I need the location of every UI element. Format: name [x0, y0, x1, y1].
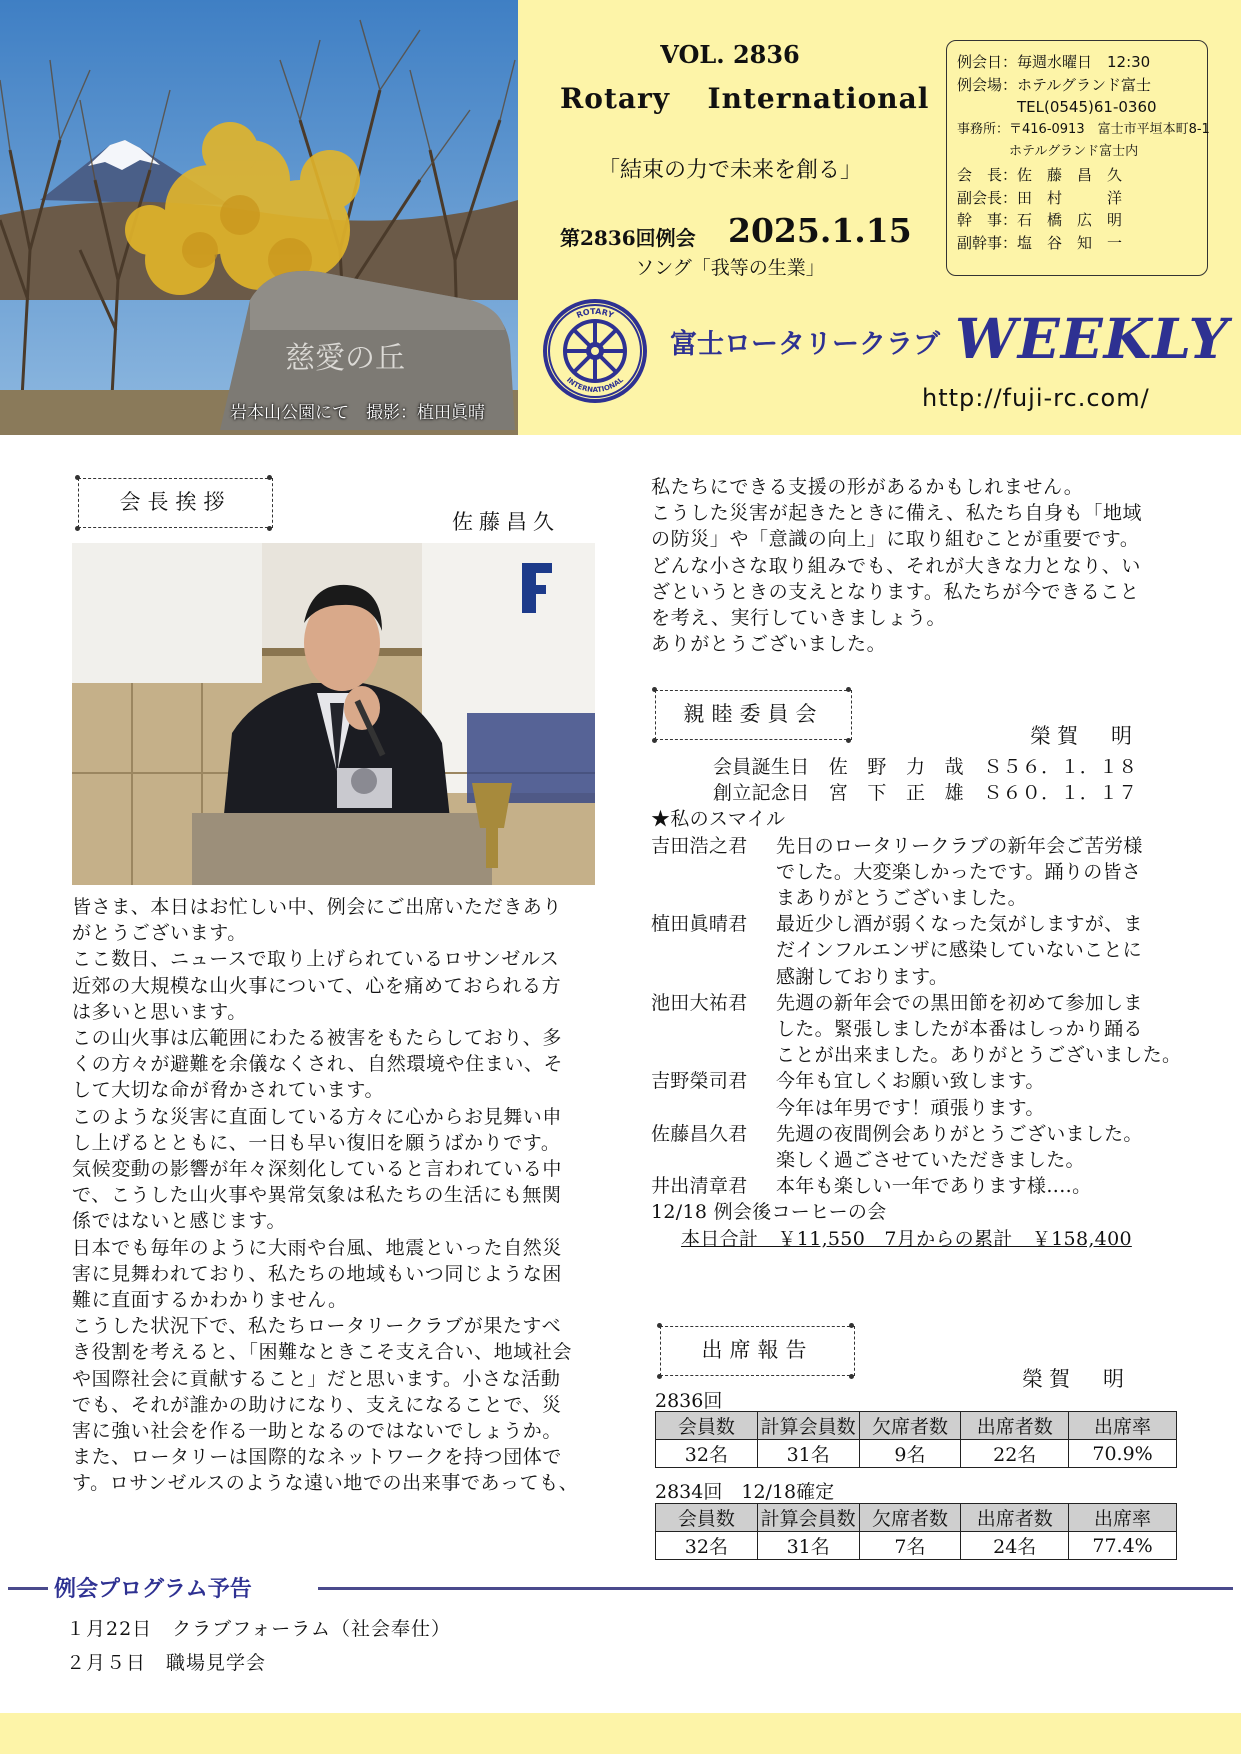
attendance-table-label: 2834回 12/18確定	[655, 1481, 835, 1503]
greeting-line: 係ではないと感じます。	[72, 1210, 287, 1233]
smile-member-name: 佐藤昌久君	[651, 1122, 748, 1145]
greeting-line: 近郊の大規模な山火事について、心を痛めておられる方	[72, 974, 562, 997]
smile-member-name: 池田大祐君	[651, 991, 748, 1014]
greeting-line: 日本でも毎年のように大雨や台風、地震といった自然災	[72, 1236, 563, 1259]
greeting-line: こうした状況下で、私たちロータリークラブが果たすべ	[72, 1315, 562, 1338]
greeting-line: 気候変動の影響が年々深刻化していると言われている中	[72, 1158, 563, 1181]
smile-entry	[651, 1121, 1181, 1173]
member-birthday: 会員誕生日 佐 野 力 哉 Ｓ５６．１．１８	[713, 756, 1138, 778]
smile-text: まありがとうございました。	[776, 887, 1027, 910]
info-meeting-day: 例会日：毎週水曜日 12:30	[957, 53, 1151, 71]
attendance-table	[655, 1411, 1177, 1468]
greeting-line: で、こうした山火事や異常気象は私たちの生活にも無関	[72, 1184, 562, 1207]
info-office-building: ホテルグランド富士内	[957, 144, 1139, 160]
greeting-section-title: 会長挨拶	[78, 478, 273, 528]
smile-entry	[651, 1173, 1181, 1199]
svg-text:ROTARY: ROTARY	[575, 306, 615, 320]
info-phone: TEL(0545)61-0360	[957, 98, 1157, 117]
smile-entry	[651, 833, 1181, 912]
stone-inscription: 慈愛の丘	[285, 341, 405, 376]
table-header: 欠席者数	[859, 1504, 961, 1532]
table-header: 会員数	[656, 1504, 758, 1532]
greeting-line: 害に見舞われており、私たちの地域もいつ同じような困	[72, 1262, 563, 1285]
table-header: 会員数	[656, 1412, 758, 1440]
volume-number: VOL. 2836	[660, 40, 800, 69]
smile-text: 本年も楽しい一年であります様‥‥。	[776, 1175, 1092, 1198]
table-cell: 32名	[656, 1440, 758, 1468]
coffee-meeting: 12/18 例会後コーヒーの会	[651, 1201, 887, 1224]
info-vice-secretary: 副幹事：塩 谷 知 一	[957, 233, 1123, 252]
greeting-line: す。ロサンゼルスのような遠い地での出来事であっても、	[72, 1472, 579, 1495]
smile-text: でした。大変楽しかったです。踊りの皆さ	[776, 860, 1142, 883]
smile-text: 今年は年男です！頑張ります。	[776, 1096, 1045, 1119]
attendance-author: 榮賀 明	[1022, 1367, 1130, 1391]
fellowship-author: 榮賀 明	[1030, 724, 1138, 748]
smile-totals: 本日合計 ￥11,550 7月からの累計 ￥158,400	[681, 1227, 1132, 1250]
greeting-line: き役割を考えると、「困難なときこそ支え合い、地域社会	[72, 1341, 573, 1364]
smile-text: 先週の新年会での黒田節を初めて参加しま	[776, 991, 1143, 1014]
greeting-line: でも、それが誰かの助けになり、支えになることで、災	[72, 1393, 562, 1416]
smile-text: だインフルエンザに感染していないことに	[776, 939, 1142, 962]
info-vice-president: 副会長：田 村 洋	[957, 188, 1123, 207]
table-cell: 32名	[656, 1532, 758, 1560]
smile-text: 今年も宜しくお願い致します。	[776, 1070, 1045, 1093]
info-secretary: 幹 事：石 橋 広 明	[957, 211, 1123, 230]
table-cell: 22名	[961, 1440, 1069, 1468]
photo-caption: 岩本山公園にて 撮影：植田眞晴	[230, 403, 485, 423]
table-header: 出席率	[1069, 1412, 1177, 1440]
greeting-body	[72, 894, 578, 1497]
greeting-continued	[651, 474, 1142, 657]
greeting-line: ここ数日、ニュースで取り上げられているロサンゼルス	[72, 948, 560, 971]
greeting-line: くの方々が避難を余儀なくされ、自然環境や住まい、そ	[72, 1053, 564, 1076]
program-divider-right	[318, 1587, 1233, 1590]
table-header: 計算会員数	[757, 1412, 859, 1440]
greeting-line: ありがとうございました。	[651, 633, 887, 656]
club-url[interactable]: http://fuji-rc.com/	[922, 384, 1150, 412]
president-speech-photo	[72, 543, 595, 885]
smile-member-name: 井出清章君	[651, 1175, 748, 1198]
attendance-table	[655, 1503, 1177, 1560]
smile-text: 先週の夜間例会ありがとうございました。	[776, 1122, 1143, 1145]
table-header: 欠席者数	[859, 1412, 961, 1440]
table-cell: 31名	[757, 1440, 859, 1468]
greeting-line: こうした災害が起きたときに備え、私たち自身も「地域	[651, 502, 1143, 525]
fellowship-body	[651, 754, 1181, 1252]
smile-text: 最近少し酒が弱くなった気がしますが、ま	[776, 913, 1143, 936]
table-header: 計算会員数	[757, 1504, 859, 1532]
svg-text:INTERNATIONAL: INTERNATIONAL	[565, 375, 625, 395]
smile-text: ことが出来ました。ありがとうございました。	[776, 1044, 1182, 1067]
smile-member-name: 吉田浩之君	[651, 834, 748, 857]
club-name: 富士ロータリークラブ	[670, 329, 940, 360]
table-header: 出席者数	[961, 1412, 1069, 1440]
footer-band	[0, 1713, 1241, 1754]
greeting-author: 佐藤昌久	[452, 510, 560, 534]
greeting-line: このような災害に直面している方々に心からお見舞い申	[72, 1105, 563, 1128]
greeting-line: この山火事は広範囲にわたる被害をもたらしており、多	[72, 1027, 563, 1050]
table-header: 出席者数	[961, 1504, 1069, 1532]
greeting-line: や国際社会に貢献すること」だと思います。小さな活動	[72, 1367, 561, 1390]
info-president: 会 長：佐 藤 昌 久	[957, 165, 1123, 184]
smile-text: した。緊張しましたが本番はしっかり踊る	[776, 1018, 1143, 1041]
table-header: 出席率	[1069, 1504, 1177, 1532]
smile-member-name: 吉野榮司君	[651, 1070, 748, 1093]
smile-text: 楽しく過ごさせていただきました。	[776, 1149, 1085, 1172]
greeting-line: 皆さま、本日はお忙しい中、例会にご出席いただきあり	[72, 896, 563, 918]
smile-entry	[651, 1068, 1181, 1120]
greeting-line: 難に直面するかわかりません。	[72, 1289, 348, 1312]
annual-theme: 「結束の力で未来を創る」	[597, 158, 862, 183]
info-venue: 例会場：ホテルグランド富士	[957, 75, 1151, 94]
speaker-image	[72, 543, 595, 885]
program-item: １月22日 クラブフォーラム（社会奉仕）	[66, 1618, 452, 1640]
attendance-table-label: 2836回	[655, 1390, 723, 1412]
rotary-wheel-logo	[540, 296, 650, 406]
table-cell: 7名	[859, 1532, 961, 1560]
cover-photo	[0, 0, 518, 435]
attendance-section-title: 出席報告	[660, 1326, 855, 1376]
program-section-title: 例会プログラム予告	[54, 1577, 252, 1602]
meeting-date: 2025.1.15	[728, 211, 912, 250]
meeting-number: 第2836回例会	[560, 226, 696, 250]
greeting-line: がとうございます。	[72, 922, 247, 945]
greeting-line: を考え、実行していきましょう。	[651, 607, 947, 630]
table-cell: 77.4%	[1069, 1532, 1177, 1560]
club-info-box	[946, 40, 1208, 276]
founding-anniversary: 創立記念日 宮 下 正 雄 Ｓ６０．１．１７	[713, 782, 1138, 805]
greeting-line: 私たちにできる支援の形があるかもしれません。	[651, 476, 1084, 498]
greeting-line: どんな小さな取り組みでも、それが大きな力となり、い	[651, 554, 1142, 577]
smile-entry	[651, 990, 1181, 1069]
table-cell: 70.9%	[1069, 1440, 1177, 1468]
organization-name: Rotary International	[560, 82, 930, 115]
meeting-song: ソング「我等の生業」	[635, 257, 825, 279]
smile-entry	[651, 911, 1181, 990]
program-item: ２月５日 職場見学会	[66, 1652, 267, 1674]
smile-text: 先日のロータリークラブの新年会ご苦労様	[776, 834, 1143, 857]
fellowship-section-title: 親睦委員会	[655, 690, 852, 740]
greeting-line: 害に強い社会を作る一助となるのではないでしょうか。	[72, 1420, 563, 1443]
smile-member-name: 植田眞晴君	[651, 913, 748, 936]
smile-header: ★私のスマイル	[651, 808, 786, 831]
smile-text: 感謝しております。	[776, 965, 949, 988]
greeting-line: して大切な命が脅かされています。	[72, 1079, 385, 1102]
greeting-line: し上げるとともに、一日も早い復旧を願うばかりです。	[72, 1131, 561, 1154]
program-divider-left	[8, 1587, 48, 1590]
mountain-park-image	[0, 0, 518, 435]
table-cell: 24名	[961, 1532, 1069, 1560]
table-cell: 31名	[757, 1532, 859, 1560]
greeting-line: の防災」や「意識の向上」に取り組むことが重要です。	[651, 528, 1140, 551]
table-cell: 9名	[859, 1440, 961, 1468]
greeting-line: ざというときの支えとなります。私たちが今できること	[651, 580, 1140, 603]
weekly-title: WEEKLY	[955, 306, 1229, 371]
info-office: 事務所：〒416-0913 富士市平垣本町8-1	[957, 121, 1210, 137]
greeting-line: また、ロータリーは国際的なネットワークを持つ団体で	[72, 1446, 563, 1469]
greeting-line: は多いと思います。	[72, 1000, 247, 1023]
